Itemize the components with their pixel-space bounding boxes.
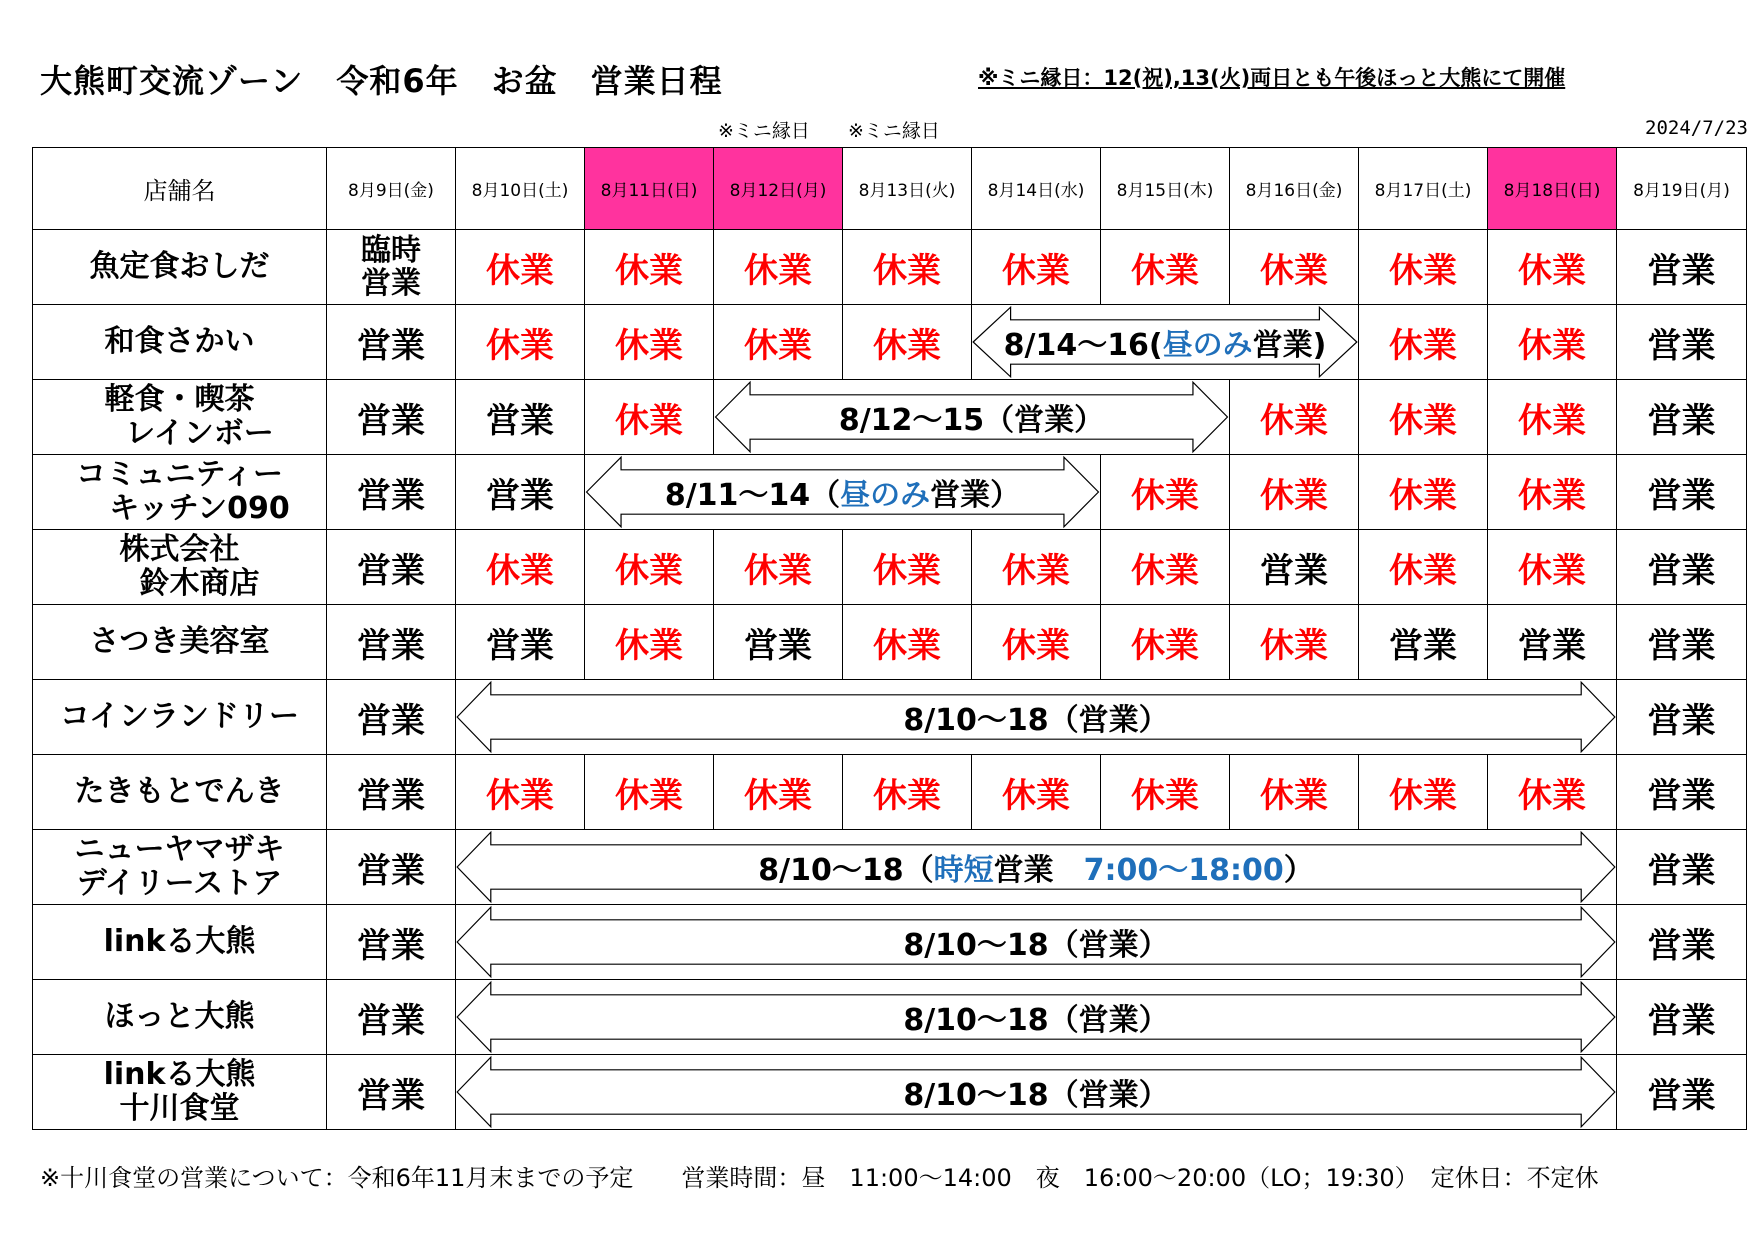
- status-text: 営業: [361, 266, 421, 301]
- label-part: 8/10～18（: [758, 853, 934, 888]
- header-day-holiday: 8月11日(日): [585, 148, 714, 230]
- shop-name-line: ニューヤマザキ: [74, 832, 285, 867]
- page-title: 大熊町交流ゾーン 令和6年 お盆 営業日程: [40, 62, 723, 100]
- shop-name-line: 軽食・喫茶: [104, 382, 255, 417]
- status-closed: 休業: [1488, 380, 1617, 455]
- range-arrow-cell: [456, 680, 1617, 755]
- status-closed: 休業: [1101, 230, 1230, 305]
- status-closed: 休業: [972, 605, 1101, 680]
- status-open: 営業: [456, 380, 585, 455]
- range-arrow-cell: [456, 905, 1617, 980]
- status-closed: 休業: [714, 305, 843, 380]
- header-day: 8月9日(金): [327, 148, 456, 230]
- status-closed: 休業: [843, 305, 972, 380]
- range-arrow-cell: [456, 980, 1617, 1055]
- label-highlight: 昼のみ: [840, 478, 931, 513]
- status-closed: 休業: [585, 305, 714, 380]
- header-shop: 店舗名: [33, 148, 327, 230]
- ennichi-label-13: ※ミニ縁日: [848, 120, 940, 142]
- label-highlight: 時短: [933, 853, 994, 888]
- status-closed: 休業: [1230, 380, 1359, 455]
- status-closed: 休業: [843, 530, 972, 605]
- status-closed: 休業: [1359, 380, 1488, 455]
- shop-name: linkる大熊: [33, 905, 327, 980]
- status-closed: 休業: [1230, 230, 1359, 305]
- status-open: 営業: [1359, 605, 1488, 680]
- status-open: 営業: [1617, 755, 1747, 830]
- table-row: [33, 830, 1747, 905]
- range-arrow-cell: [456, 1055, 1617, 1130]
- status-open: 営業: [327, 380, 456, 455]
- range-label: 8/10～18（営業）: [903, 1003, 1169, 1038]
- shop-name-line: 十川食堂: [119, 1091, 240, 1126]
- header-day: 8月14日(水): [972, 148, 1101, 230]
- status-closed: 休業: [1101, 455, 1230, 530]
- status-closed: 休業: [1488, 455, 1617, 530]
- shop-name-line: レインボー: [125, 416, 274, 451]
- status-open: 営業: [456, 455, 585, 530]
- status-closed: 休業: [843, 230, 972, 305]
- status-closed: 休業: [1101, 755, 1230, 830]
- label-part: 営業）: [930, 478, 1021, 513]
- status-open: 営業: [714, 605, 843, 680]
- status-closed: 休業: [1359, 230, 1488, 305]
- shop-name: 和食さかい: [33, 305, 327, 380]
- label-part: 8/14～16(: [1003, 328, 1163, 363]
- shop-name: ほっと大熊: [33, 980, 327, 1055]
- header-row: [33, 148, 1747, 230]
- shop-name: 魚定食おしだ: [33, 230, 327, 305]
- status-closed: 休業: [1230, 755, 1359, 830]
- range-label: [585, 470, 1100, 514]
- status-closed: 休業: [585, 755, 714, 830]
- status-closed: 休業: [714, 230, 843, 305]
- shop-name: [33, 380, 327, 455]
- status-closed: 休業: [843, 605, 972, 680]
- label-part: ）: [1283, 853, 1314, 888]
- status-open: 営業: [1617, 905, 1747, 980]
- double-arrow: [972, 305, 1358, 379]
- label-part: 8/11～14（: [664, 478, 841, 513]
- status-text: 臨時: [361, 233, 421, 268]
- status-closed: 休業: [1101, 605, 1230, 680]
- double-arrow: [456, 680, 1616, 754]
- header-day-holiday: 8月18日(日): [1488, 148, 1617, 230]
- status-open: 営業: [327, 305, 456, 380]
- status-open: 営業: [327, 755, 456, 830]
- status-open: 営業: [327, 455, 456, 530]
- status-closed: 休業: [1488, 755, 1617, 830]
- shop-name: [33, 455, 327, 530]
- shop-name-line: linkる大熊: [103, 1057, 256, 1092]
- double-arrow: [456, 830, 1616, 904]
- status-closed: 休業: [972, 755, 1101, 830]
- table-row: [33, 980, 1747, 1055]
- status-closed: 休業: [585, 530, 714, 605]
- label-highlight: 昼のみ: [1162, 328, 1253, 363]
- shop-name: コインランドリー: [33, 680, 327, 755]
- status-closed: 休業: [456, 230, 585, 305]
- status-closed: 休業: [585, 605, 714, 680]
- issue-date: 2024/7/23: [1645, 117, 1748, 139]
- status-open: 営業: [1617, 1055, 1747, 1130]
- range-label: 8/10～18（営業）: [903, 703, 1169, 738]
- double-arrow: [585, 455, 1100, 529]
- status-open: 営業: [327, 905, 456, 980]
- status-open: 営業: [456, 605, 585, 680]
- label-part: 営業: [993, 853, 1084, 888]
- header-day: 8月15日(木): [1101, 148, 1230, 230]
- status-open: 営業: [1617, 455, 1747, 530]
- double-arrow: [714, 380, 1229, 454]
- shop-name-line: デイリーストア: [76, 866, 283, 901]
- status-closed: 休業: [1359, 455, 1488, 530]
- header-day: 8月16日(金): [1230, 148, 1359, 230]
- status-open: 営業: [1617, 605, 1747, 680]
- shop-name: たきもとでんき: [33, 755, 327, 830]
- schedule-table-wrapper: [32, 147, 1746, 1129]
- table-row: [33, 530, 1747, 605]
- shop-name: [33, 830, 327, 905]
- status-closed: 休業: [456, 755, 585, 830]
- status-closed: 休業: [714, 530, 843, 605]
- table-row: [33, 905, 1747, 980]
- status-closed: 休業: [1230, 455, 1359, 530]
- table-row: [33, 755, 1747, 830]
- status-open: 営業: [1617, 380, 1747, 455]
- shop-name-line: キッチン090: [109, 491, 290, 526]
- status-closed: 休業: [585, 230, 714, 305]
- status-open: 営業: [1617, 530, 1747, 605]
- status-open: 営業: [327, 830, 456, 905]
- shop-name-line: コミュニティー: [76, 457, 283, 492]
- label-part: 営業): [1252, 328, 1327, 363]
- status-closed: 休業: [1359, 530, 1488, 605]
- header-day-holiday: 8月12日(月): [714, 148, 843, 230]
- status-open: 営業: [327, 530, 456, 605]
- status-closed: 休業: [972, 530, 1101, 605]
- header-day: 8月17日(土): [1359, 148, 1488, 230]
- label-highlight: 7:00～18:00: [1083, 853, 1284, 888]
- shop-name: [33, 530, 327, 605]
- table-row: [33, 605, 1747, 680]
- range-label: 8/12～15（営業）: [838, 403, 1105, 438]
- status-closed: 休業: [714, 755, 843, 830]
- status-open: 営業: [1230, 530, 1359, 605]
- status-closed: 休業: [456, 305, 585, 380]
- range-label: 8/10～18（営業）: [903, 928, 1169, 963]
- status-open: 営業: [1617, 305, 1747, 380]
- mini-ennichi-note: ※ミニ縁日：12(祝),13(火)両日とも午後ほっと大熊にて開催: [978, 66, 1566, 90]
- status-closed: 休業: [1359, 305, 1488, 380]
- status-closed: 休業: [972, 230, 1101, 305]
- range-label: [972, 320, 1358, 364]
- status-open: 営業: [327, 980, 456, 1055]
- status-open: 営業: [1617, 980, 1747, 1055]
- status-open: 営業: [327, 1055, 456, 1130]
- shop-name-line: 鈴木商店: [139, 566, 260, 601]
- status-closed: 休業: [1230, 605, 1359, 680]
- status-closed: 休業: [843, 755, 972, 830]
- table-row: [33, 1055, 1747, 1130]
- status-closed: 休業: [1488, 530, 1617, 605]
- status-open: 営業: [1617, 680, 1747, 755]
- shop-name: さつき美容室: [33, 605, 327, 680]
- status-open: 営業: [327, 605, 456, 680]
- header-day: 8月19日(月): [1617, 148, 1747, 230]
- table-row: [33, 380, 1747, 455]
- status-closed: 休業: [1488, 230, 1617, 305]
- table-row: [33, 230, 1747, 305]
- status-open: 営業: [1617, 230, 1747, 305]
- range-label: [456, 845, 1616, 889]
- header-day: 8月13日(火): [843, 148, 972, 230]
- range-arrow-cell: [456, 830, 1617, 905]
- table-row: [33, 455, 1747, 530]
- table-row: [33, 680, 1747, 755]
- status-closed: 休業: [1101, 530, 1230, 605]
- range-arrow-cell: [714, 380, 1230, 455]
- status-closed: 休業: [585, 380, 714, 455]
- status-open: 営業: [1488, 605, 1617, 680]
- shop-name-line: 株式会社: [119, 532, 240, 567]
- double-arrow: [456, 1055, 1616, 1129]
- range-arrow-cell: [585, 455, 1101, 530]
- status-open: 営業: [1617, 830, 1747, 905]
- double-arrow: [456, 905, 1616, 979]
- range-arrow-cell: [972, 305, 1359, 380]
- status-closed: 休業: [1488, 305, 1617, 380]
- status-temporary-open: [327, 230, 456, 305]
- header-day: 8月10日(土): [456, 148, 585, 230]
- double-arrow: [456, 980, 1616, 1054]
- status-closed: 休業: [456, 530, 585, 605]
- footer-note: ※十川食堂の営業について：令和6年11月末までの予定 営業時間：昼 11:00～14:00 夜 16:00～20:00（LO；19:30） 定休日：不定休: [40, 1164, 1599, 1192]
- status-closed: 休業: [1359, 755, 1488, 830]
- shop-name: [33, 1055, 327, 1130]
- range-label: 8/10～18（営業）: [903, 1078, 1169, 1113]
- ennichi-label-12: ※ミニ縁日: [718, 120, 810, 142]
- table-row: [33, 305, 1747, 380]
- status-open: 営業: [327, 680, 456, 755]
- schedule-table: [32, 147, 1747, 1130]
